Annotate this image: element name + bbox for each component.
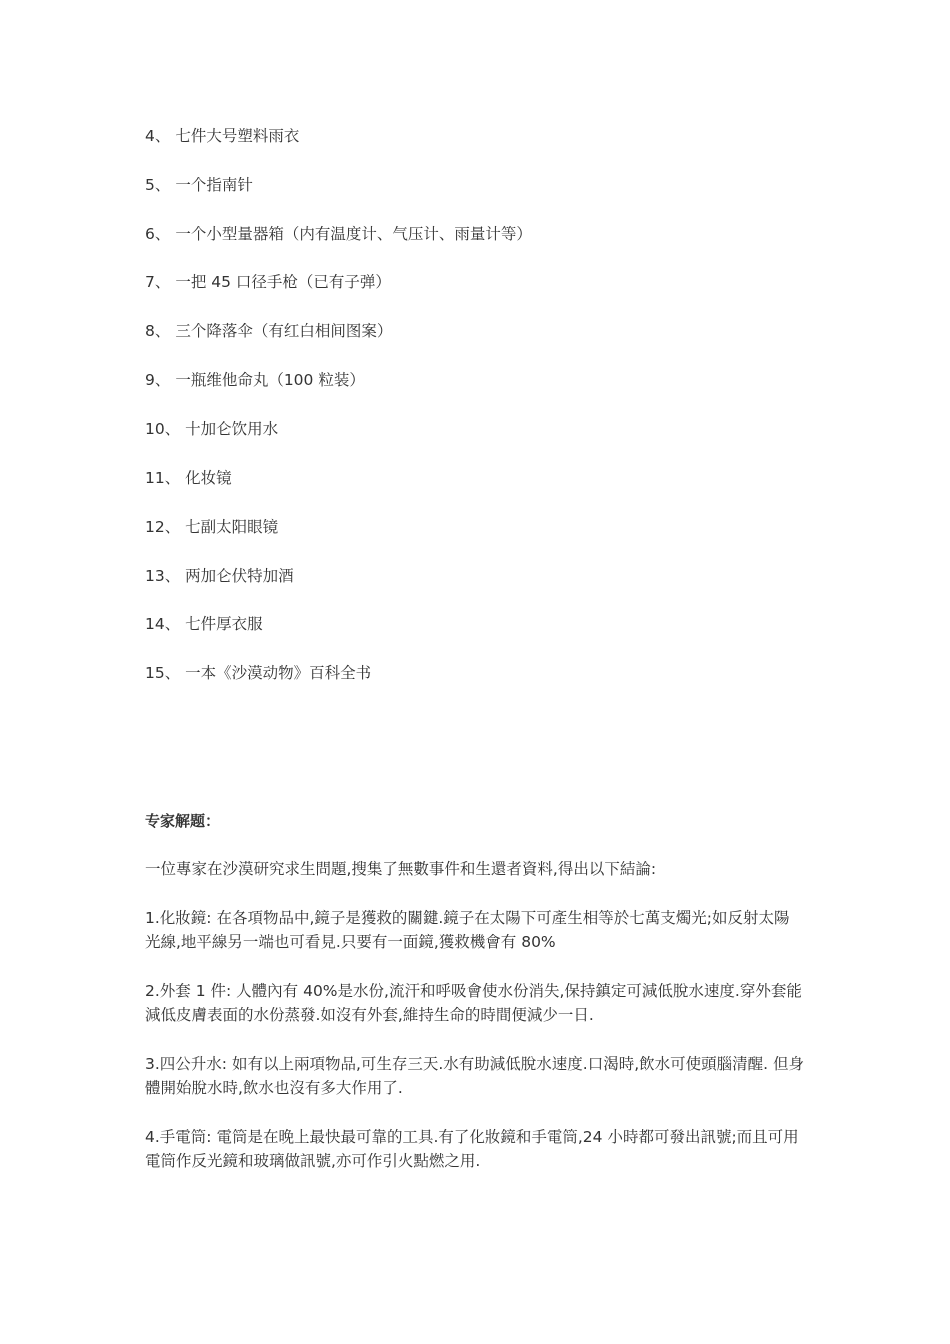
list-item-text: 三个降落伞（有红白相间图案）: [175, 322, 393, 340]
list-item-text: 一个小型量器箱（内有温度计、气压计、雨量计等）: [175, 225, 532, 243]
list-item: [145, 370, 365, 390]
list-item-text: 一瓶维他命丸（100 粒装）: [175, 371, 365, 389]
list-item: [145, 419, 278, 439]
list-item-number: 15、: [145, 664, 181, 682]
list-item-text: 七副太阳眼镜: [185, 518, 279, 536]
list-item: [145, 566, 294, 586]
list-item: [145, 272, 391, 292]
list-item-number: 12、: [145, 518, 181, 536]
list-item-number: 7、: [145, 273, 171, 291]
list-item-text: 两加仑伏特加酒: [185, 567, 294, 585]
list-item-number: 4、: [145, 127, 171, 145]
list-item: [145, 224, 532, 244]
list-item: [145, 468, 232, 488]
list-item-number: 5、: [145, 176, 171, 194]
list-item-number: 14、: [145, 615, 181, 633]
list-item-number: 9、: [145, 371, 171, 389]
list-item-number: 13、: [145, 567, 181, 585]
list-item-number: 11、: [145, 469, 181, 487]
list-item-number: 6、: [145, 225, 171, 243]
conclusion-paragraph: 4.手電筒: 電筒是在晚上最快最可靠的工具.有了化妝鏡和手電筒,24 小時都可發出訊號;而且可用電筒作反光鏡和玻璃做訊號,亦可作引火點燃之用.: [145, 1128, 799, 1170]
intro-paragraph: 一位專家在沙漠研究求生問題,搜集了無數事件和生還者資料,得出以下結論:: [145, 860, 657, 878]
section-heading: 专家解题：: [145, 812, 221, 830]
list-item-text: 七件厚衣服: [185, 615, 263, 633]
list-item-text: 一把 45 口径手枪（已有子弹）: [175, 273, 391, 291]
list-item-text: 七件大号塑料雨衣: [175, 127, 300, 145]
list-item: [145, 175, 253, 195]
list-item-number: 8、: [145, 322, 171, 340]
list-item: [145, 614, 263, 634]
list-item: [145, 321, 392, 341]
list-item-text: 一个指南针: [175, 176, 253, 194]
list-item-text: 化妆镜: [185, 469, 232, 487]
list-item-text: 十加仑饮用水: [185, 420, 279, 438]
conclusion-paragraph: 3.四公升水: 如有以上兩項物品,可生存三天.水有助減低脫水速度.口渴時,飲水可使頭腦清醒. 但身體開始脫水時,飲水也沒有多大作用了.: [145, 1055, 805, 1097]
list-item: [145, 517, 278, 537]
list-item-number: 10、: [145, 420, 181, 438]
conclusion-paragraph: 2.外套 1 件: 人體內有 40%是水份,流汗和呼吸會使水份消失,保持鎮定可減低脫水速度.穿外套能減低皮膚表面的水份蒸發.如沒有外套,維持生命的時間便減少一日.: [145, 982, 802, 1024]
list-item-text: 一本《沙漠动物》百科全书: [185, 664, 372, 682]
conclusion-paragraph: 1.化妝鏡: 在各項物品中,鏡子是獲救的關鍵.鏡子在太陽下可產生相等於七萬支燭光;如反射太陽光線,地平線另一端也可看見.只要有一面鏡,獲救機會有 80%: [145, 909, 790, 951]
list-item: [145, 126, 299, 146]
list-item: [145, 663, 371, 683]
